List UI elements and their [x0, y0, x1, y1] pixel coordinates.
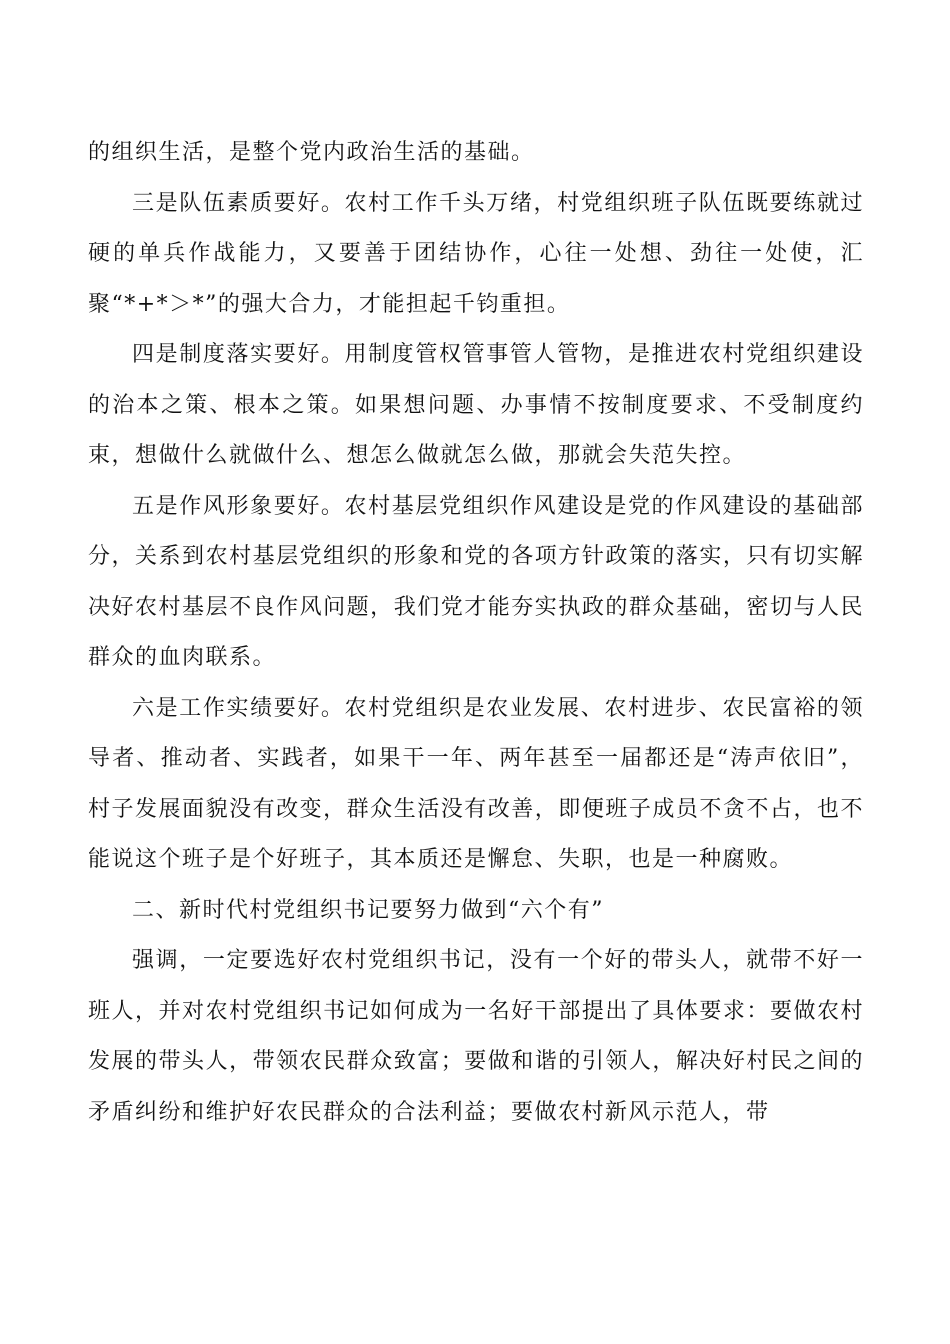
paragraph-work-results: 六是工作实绩要好。农村党组织是农业发展、农村进步、农民富裕的领导者、推动者、实践者，如果干一年、两年甚至一届都还是“涛声依旧”，村子发展面貌没有改变，群众生活没有改善，即便班子成员不贪不占，也不能说这个班子是个好班子，其本质还是懈怠、失职，也是一种腐败。	[88, 695, 864, 872]
paragraph-work-style: 五是作风形象要好。农村基层党组织作风建设是党的作风建设的基础部分，关系到农村基层党组织的形象和党的各项方针政策的落实，只有切实解决好农村基层不良作风问题，我们党才能夯实执政的群众基础，密切与人民群众的血肉联系。	[88, 493, 864, 670]
document-body	[88, 128, 864, 1138]
paragraph-continuation: 的组织生活，是整个党内政治生活的基础。	[88, 140, 535, 165]
paragraph-secretary-requirements: 强调，一定要选好农村党组织书记，没有一个好的带头人，就带不好一班人，并对农村党组织书记如何成为一名好干部提出了具体要求：要做农村发展的带头人，带领农民群众致富；要做和谐的引领人，解决好村民之间的矛盾纠纷和维护好农民群众的合法利益；要做农村新风示范人，带	[88, 948, 864, 1125]
paragraph-system-implementation: 四是制度落实要好。用制度管权管事管人管物，是推进农村党组织建设的治本之策、根本之策。如果想问题、办事情不按制度要求、不受制度约束，想做什么就做什么、想怎么做就怎么做，那就会失范失控。	[88, 342, 864, 468]
paragraph-team-quality: 三是队伍素质要好。农村工作千头万绪，村党组织班子队伍既要练就过硬的单兵作战能力，又要善于团结协作，心往一处想、劲往一处使，汇聚“*+*＞*”的强大合力，才能担起千钧重担。	[88, 190, 864, 317]
section-heading: 二、新时代村党组织书记要努力做到“六个有”	[132, 897, 604, 923]
